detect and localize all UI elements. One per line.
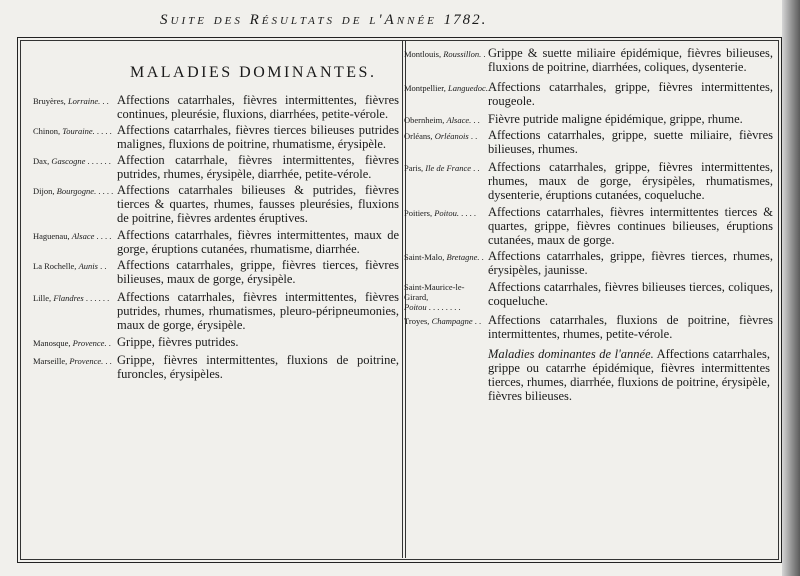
disease-list: Affections catarrhales bilieuses & putrides, fièvres tierces & quartes, rhumes, fausses pleurésies, fluxions de poitrine, fièvres ardentes éruptives. xyxy=(117,183,399,225)
summary-label: Maladies dominantes de l'année. xyxy=(488,347,654,361)
page-edge-shadow xyxy=(782,0,800,576)
place-name: Dax, Gascogne . . . . . . xyxy=(33,156,111,166)
place-name: Dijon, Bourgogne. . . . . xyxy=(33,186,114,196)
entry-orleans xyxy=(404,128,773,156)
entry-dax xyxy=(33,153,399,181)
disease-list: Affection catarrhale, fièvres intermittentes, fièvres putrides, rhumes, érysipèle, diarrhée, petite-vérole. xyxy=(117,153,399,181)
disease-list: Affections catarrhales, fluxions de poitrine, fièvres intermittentes, rhumes, petite-vérole. xyxy=(488,313,773,341)
entry-troyes xyxy=(404,313,773,341)
disease-list: Affections catarrhales, fièvres intermittentes tierces & quartes, grippe, fièvres continues bilieuses, éruptions cutanées, maux de gorge. xyxy=(488,205,773,247)
entry-paris xyxy=(404,160,773,202)
entry-saint-maurice xyxy=(404,280,773,312)
entry-haguenau xyxy=(33,228,399,256)
running-head-year: 1782. xyxy=(443,12,488,28)
place-name: Paris, Ile de France . . xyxy=(404,163,480,173)
place-name: Montpellier, Languedoc. xyxy=(404,83,488,93)
entry-poitiers xyxy=(404,205,773,247)
disease-list: Affections catarrhales, fièvres tierces bilieuses putrides malignes, fluxions de poitrine, rhumatisme, érysipèle. xyxy=(117,123,399,151)
entry-manosque xyxy=(33,335,399,349)
entry-montpellier xyxy=(404,80,773,108)
disease-list: Fièvre putride maligne épidémique, grippe, rhume. xyxy=(488,112,743,126)
place-name: Saint-Malo, Bretagne. . xyxy=(404,252,484,262)
entry-lille xyxy=(33,290,399,332)
entry-montlouis xyxy=(404,46,773,74)
place-name: Marseille, Provence. . . xyxy=(33,356,112,366)
entry-saint-malo xyxy=(404,249,773,277)
column-divider xyxy=(402,40,403,558)
section-title: MALADIES DOMINANTES. xyxy=(130,64,377,81)
disease-list: Grippe & suette miliaire épidémique, fièvres bilieuses, fluxions de poitrine, diarrhées, coliques, dysenterie. xyxy=(488,46,773,74)
summary-text: Affections catarrhales, grippe ou catarrhe épidémique, fièvres intermittentes tierces, rhumes, diarrhée, fluxions de poitrine, érysipèle, fièvres bilieuses. xyxy=(488,347,770,403)
place-name: Obernheim, Alsace. . . xyxy=(404,115,480,125)
disease-list: Affections catarrhales, grippe, suette miliaire, fièvres bilieuses, rhumes. xyxy=(488,128,773,156)
disease-list: Grippe, fièvres putrides. xyxy=(117,335,239,349)
disease-list: Affections catarrhales, grippe, fièvres intermittentes, rhumes, maux de gorge, érysipèles, rhumatismes, dysenterie, éruptions cutanées, coqueluche. xyxy=(488,160,773,202)
place-name: Lille, Flandres . . . . . . xyxy=(33,293,110,303)
disease-list: Affections catarrhales, fièvres intermittentes, fièvres continues, pleurésie, fluxions, diarrhées, petite-vérole. xyxy=(117,93,399,121)
disease-list: Affections catarrhales, grippe, fièvres tierces, fièvres bilieuses, maux de gorge, érysipèle. xyxy=(117,258,399,286)
place-name: Orléans, Orléanois . . xyxy=(404,131,478,141)
entry-la-rochelle xyxy=(33,258,399,286)
place-name: Bruyères, Lorraine. . . xyxy=(33,96,109,106)
disease-list: Affections catarrhales, fièvres bilieuses tierces, coliques, coqueluche. xyxy=(488,280,773,308)
place-name: Haguenau, Alsace . . . . xyxy=(33,231,112,241)
disease-list: Affections catarrhales, grippe, fièvres tierces, rhumes, érysipèles, jaunisse. xyxy=(488,249,773,277)
place-name: Saint-Maurice-le-Girard, Poitou . . . . . . . . xyxy=(404,282,465,312)
disease-list: Affections catarrhales, fièvres intermittentes, maux de gorge, éruptions cutanées, rhumatisme, diarrhée. xyxy=(117,228,399,256)
place-name: Montlouis, Roussillon. . xyxy=(404,49,486,59)
disease-list: Grippe, fièvres intermittentes, fluxions de poitrine, furoncles, érysipèles. xyxy=(117,353,399,381)
place-name: Poitiers, Poitou. . . . . xyxy=(404,208,477,218)
running-head xyxy=(160,12,720,29)
entry-dijon xyxy=(33,183,399,225)
annual-summary xyxy=(488,347,770,403)
entry-obernheim xyxy=(404,112,773,126)
running-head-text: Suite des Résultats de l'Année xyxy=(160,12,444,28)
entry-chinon xyxy=(33,123,399,151)
entry-marseille xyxy=(33,353,399,381)
place-name: Chinon, Touraine. . . . . xyxy=(33,126,112,136)
entry-bruyeres xyxy=(33,93,399,121)
place-name: Manosque, Provence. . xyxy=(33,338,111,348)
disease-list: Affections catarrhales, grippe, fièvres intermittentes, rougeole. xyxy=(488,80,773,108)
place-name: Troyes, Champagne . . xyxy=(404,316,482,326)
place-name: La Rochelle, Aunis . . xyxy=(33,261,107,271)
disease-list: Affections catarrhales, fièvres intermittentes, fièvres putrides, rhumes, rhumatismes, pleuro-péripneumonies, maux de gorge, érysipèle. xyxy=(117,290,399,332)
